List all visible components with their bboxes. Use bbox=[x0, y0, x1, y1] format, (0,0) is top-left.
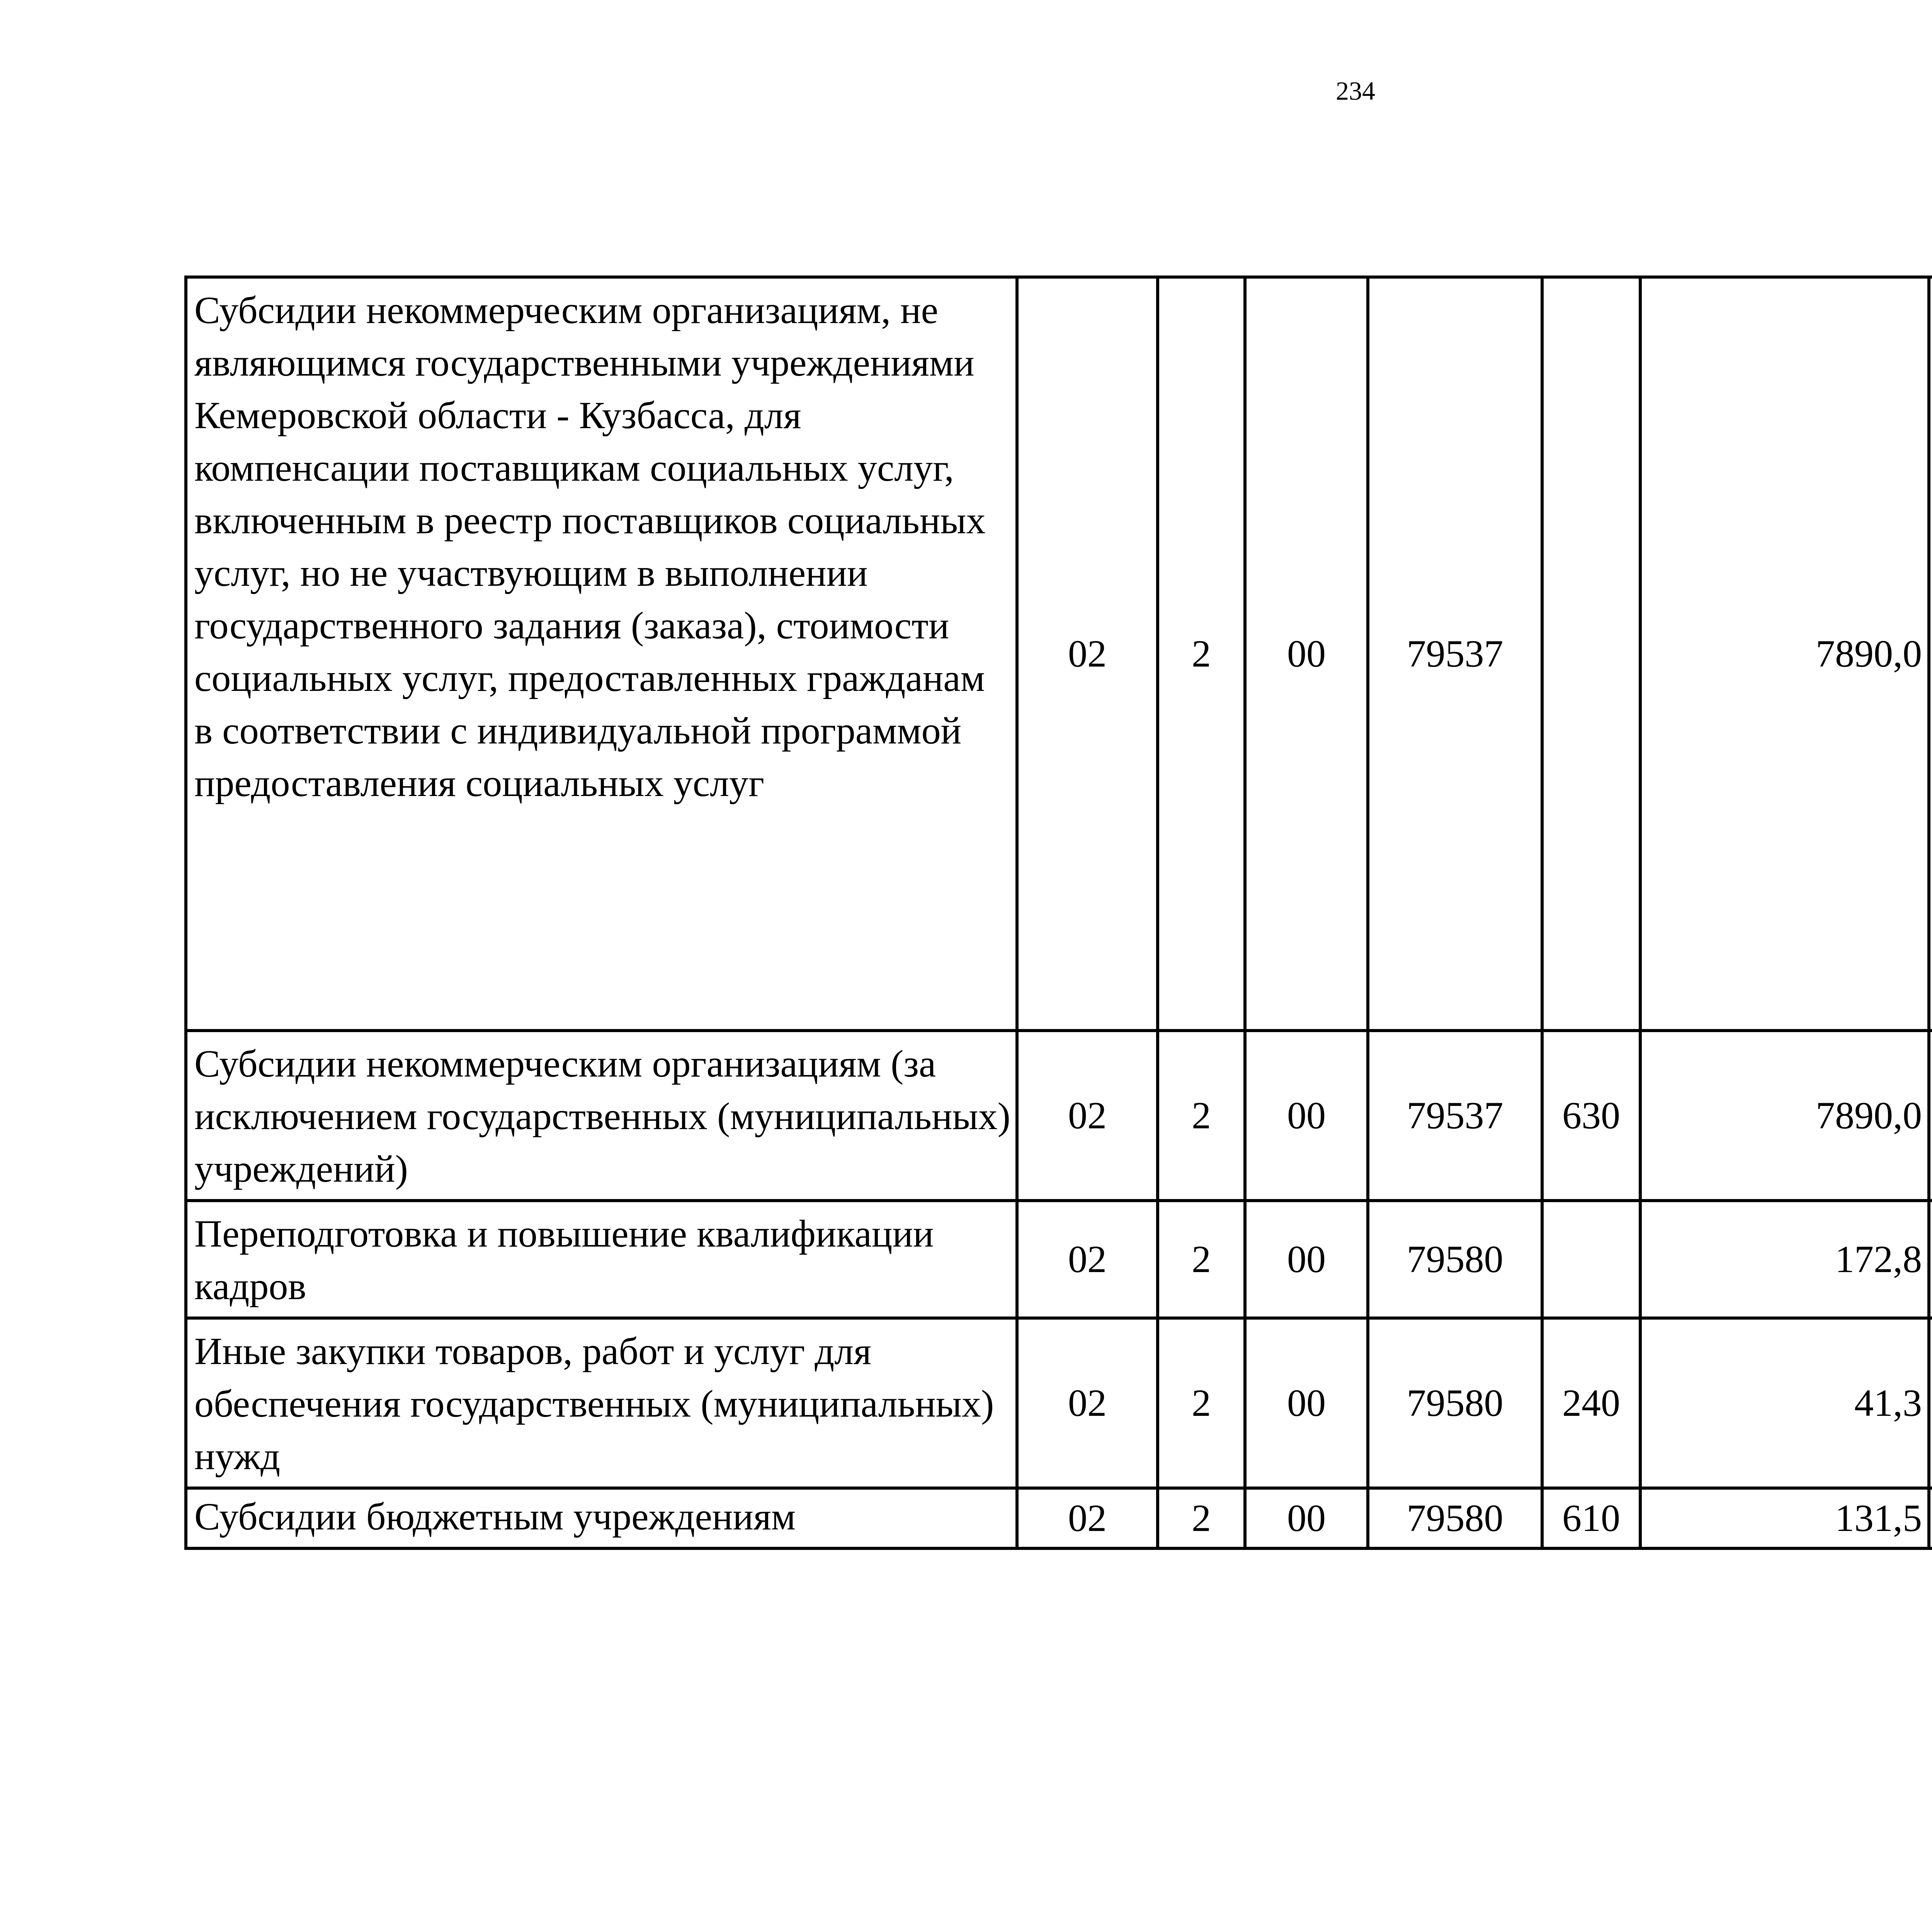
expense-type-code: 240 bbox=[1542, 1318, 1640, 1488]
page-number: 234 bbox=[1336, 76, 1375, 105]
expense-type-code: 610 bbox=[1542, 1488, 1640, 1548]
table-row bbox=[186, 1201, 1932, 1318]
table-row bbox=[186, 1488, 1932, 1548]
target-code: 79537 bbox=[1368, 1031, 1542, 1201]
row-name: Субсидии некоммерческим организациям, не являющимся государственными учреждениями Кемеровской области - Кузбасса, для компенсации поставщикам социальных услуг, включенным в реестр поставщиков социальных услуг, но не участвующим в выполнении государственного задания (заказа), стоимости социальных услуг, предоставленных гражданам в соответствии с индивидуальной программой предоставления социальных услуг bbox=[186, 277, 1017, 1031]
expense-type-code: 630 bbox=[1542, 1031, 1640, 1201]
amount-year-2 bbox=[1929, 1201, 1932, 1318]
subsection-code: 2 bbox=[1158, 277, 1245, 1031]
row-name: Субсидии некоммерческим организациям (за исключением государственных (муниципальных) учреждений) bbox=[186, 1031, 1017, 1201]
amount-year-1: 7890,0 bbox=[1640, 277, 1929, 1031]
subsection-code: 2 bbox=[1158, 1031, 1245, 1201]
subsection-code: 2 bbox=[1158, 1318, 1245, 1488]
target-code: 79580 bbox=[1368, 1201, 1542, 1318]
amount-year-1: 172,8 bbox=[1640, 1201, 1929, 1318]
program-code: 00 bbox=[1245, 1031, 1368, 1201]
row-name: Субсидии бюджетным учреждениям bbox=[186, 1488, 1017, 1548]
program-code: 00 bbox=[1245, 277, 1368, 1031]
row-name: Переподготовка и повышение квалификации кадров bbox=[186, 1201, 1017, 1318]
section-code: 02 bbox=[1017, 277, 1158, 1031]
target-code: 79580 bbox=[1368, 1318, 1542, 1488]
row-name: Иные закупки товаров, работ и услуг для обеспечения государственных (муниципальных) нужд bbox=[186, 1318, 1017, 1488]
table-row bbox=[186, 277, 1932, 1031]
target-code: 79580 bbox=[1368, 1488, 1542, 1548]
amount-year-1: 7890,0 bbox=[1640, 1031, 1929, 1201]
table-row bbox=[186, 1031, 1932, 1201]
section-code: 02 bbox=[1017, 1031, 1158, 1201]
program-code: 00 bbox=[1245, 1201, 1368, 1318]
subsection-code: 2 bbox=[1158, 1488, 1245, 1548]
amount-year-2 bbox=[1929, 277, 1932, 1031]
subsection-code: 2 bbox=[1158, 1201, 1245, 1318]
table-row bbox=[186, 1318, 1932, 1488]
amount-year-1: 131,5 bbox=[1640, 1488, 1929, 1548]
section-code: 02 bbox=[1017, 1201, 1158, 1318]
amount-year-2 bbox=[1929, 1488, 1932, 1548]
amount-year-2 bbox=[1929, 1318, 1932, 1488]
expense-type-code bbox=[1542, 1201, 1640, 1318]
target-code: 79537 bbox=[1368, 277, 1542, 1031]
program-code: 00 bbox=[1245, 1488, 1368, 1548]
expense-type-code bbox=[1542, 277, 1640, 1031]
section-code: 02 bbox=[1017, 1488, 1158, 1548]
budget-table bbox=[184, 276, 1932, 1550]
amount-year-2 bbox=[1929, 1031, 1932, 1201]
section-code: 02 bbox=[1017, 1318, 1158, 1488]
amount-year-1: 41,3 bbox=[1640, 1318, 1929, 1488]
program-code: 00 bbox=[1245, 1318, 1368, 1488]
